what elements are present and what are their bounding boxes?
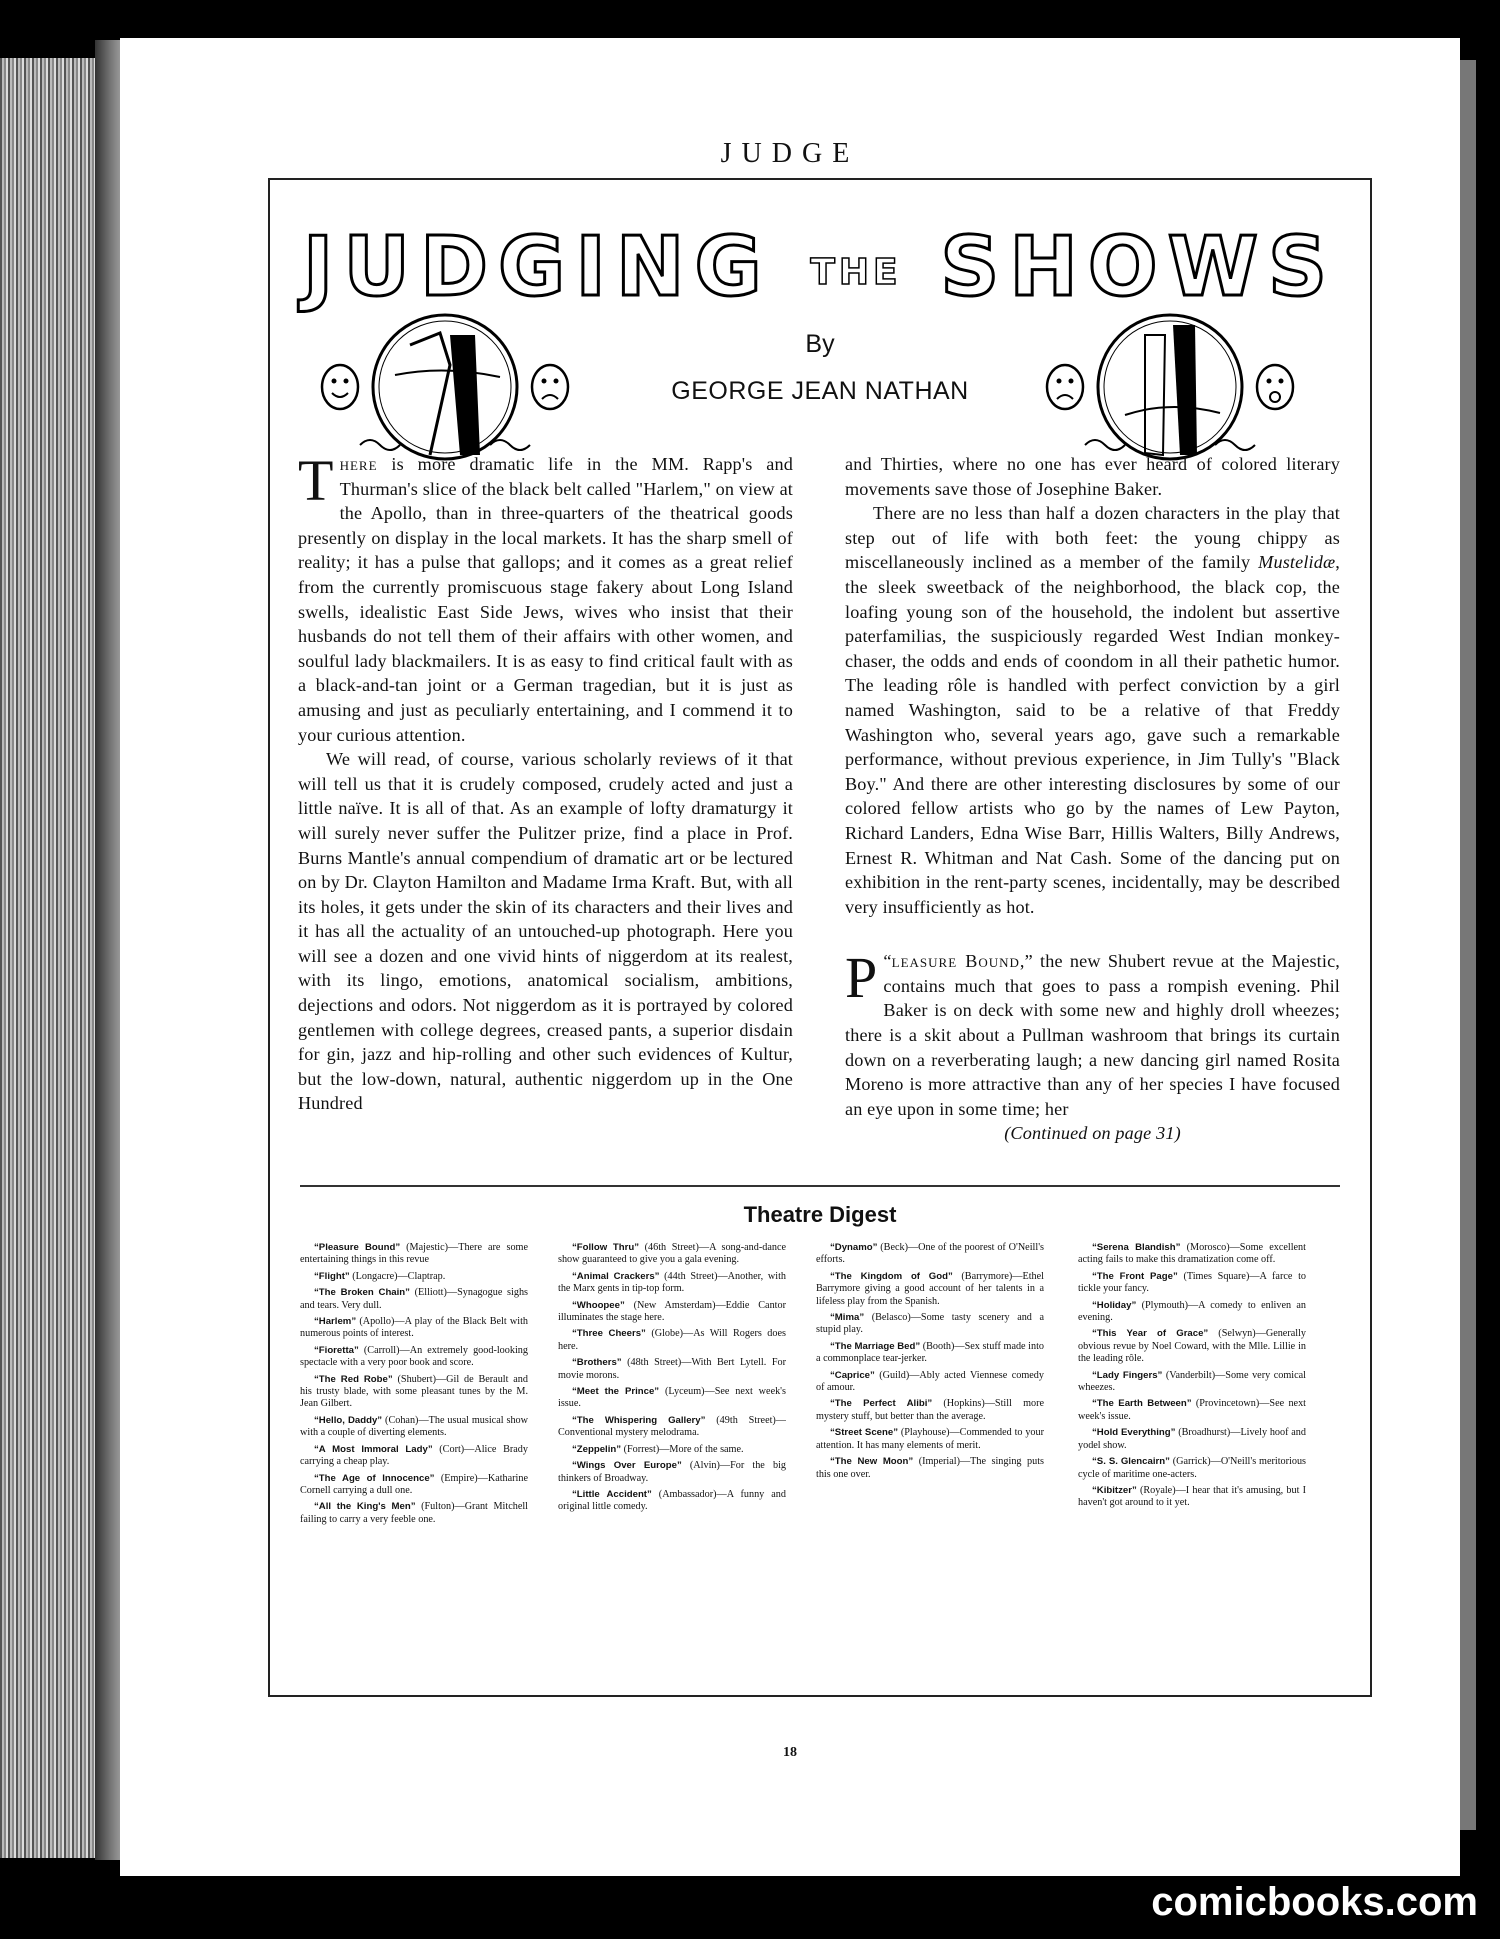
digest-show-note: (46th Street)—A song-and-dance show guaranteed to give you a gala evening. xyxy=(558,1242,786,1266)
digest-show-name: “Dynamo” xyxy=(830,1242,878,1253)
digest-show-note: (Cort)—Alice Brady carrying a cheap play. xyxy=(300,1443,528,1468)
digest-show-name: “Mima” xyxy=(830,1312,865,1324)
article-paragraph: and Thirties, where no one has ever heard of colored literary movements save those of Josephine Baker. xyxy=(845,454,1340,499)
digest-entry xyxy=(300,1374,528,1411)
digest-entry xyxy=(1078,1370,1306,1395)
digest-show-name: “Three Cheers” xyxy=(572,1328,646,1340)
digest-entry xyxy=(558,1242,786,1267)
author-name: GEORGE JEAN NATHAN xyxy=(671,377,969,405)
digest-entry xyxy=(300,1271,528,1283)
digest-entry xyxy=(300,1473,528,1498)
digest-show-name: “The Broken Chain” xyxy=(314,1287,410,1299)
book-page-edges xyxy=(0,58,108,1858)
digest-entry xyxy=(300,1501,528,1526)
article-paragraph: There are no less than half a dozen characters in the play that step out of life with both feet: the young chippy as miscellaneously inclined as a member of the family Mustelidæ, the sleek sweetback of the neighborhood, the black cop, the loafing young son of the household, the indolent but assertive paterfamilias, the suspiciously regarded West Indian monkey-chaser, the odds and ends of coondom in all their pathetic humor. The leading rôle is handled with perfect conviction by a girl named Washington, said to be a relative of that Freddy Washington who, several years ago, gave such a remarkable performance, without previous experience, in Jim Tully's "Black Boy." And there are other interesting disclosures by some of our colored fellow artists who go by the names of Lew Payton, Richard Landers, Edna Wise Barr, Hillis Walters, Billy Andrews, Ernest R. Whitman and Nat Cash. Some of the dancing put on exhibition in the rent-party scenes, incidentally, may be described very insufficiently as hot. xyxy=(845,503,1340,917)
magazine-page xyxy=(120,38,1460,1876)
digest-show-name: “The Age of Innocence” xyxy=(314,1472,435,1484)
digest-show-name: “Fioretta” xyxy=(314,1344,359,1356)
digest-show-note: (Beck)—One of the poorest of O'Neill's efforts. xyxy=(816,1242,1044,1266)
digest-show-name: “The Red Robe” xyxy=(314,1373,393,1385)
digest-show-name: “The Perfect Alibi” xyxy=(830,1398,933,1410)
digest-entry xyxy=(300,1242,528,1267)
digest-entry xyxy=(300,1345,528,1370)
digest-show-note: (Guild)—Ably acted Viennese comedy of amour. xyxy=(816,1369,1044,1394)
digest-show-name: “Serena Blandish” xyxy=(1092,1242,1181,1253)
digest-show-name: “Meet the Prince” xyxy=(572,1386,660,1398)
digest-show-name: “Animal Crackers” xyxy=(572,1270,660,1282)
digest-show-note: (Ambassador)—A funny and original little comedy. xyxy=(558,1488,786,1513)
digest-show-note: (Vanderbilt)—Some very comical wheezes. xyxy=(1078,1369,1306,1394)
digest-entry xyxy=(558,1271,786,1296)
digest-show-name: “Caprice” xyxy=(830,1369,875,1381)
digest-show-note: (Times Square)—A farce to tickle your fancy. xyxy=(1078,1270,1307,1295)
digest-show-note: (Garrick)—O'Neill's meritorious cycle of maritime one-acters. xyxy=(1078,1456,1306,1480)
digest-show-note: (Barrymore)—Ethel Barrymore giving a good account of her talents in a lifeless play from the Spanish. xyxy=(816,1270,1044,1307)
digest-show-name: “Flight” xyxy=(314,1270,350,1282)
article-paragraph: We will read, of course, various scholarly reviews of it that will tell us that it is crudely composed, crudely acted and just a little naïve. It is all of that. As an example of lofty dramaturgy it will surely never suffer the Pulitzer prize, find a place in Prof. Burns Mantle's annual compendium of dramatic art or be lectured on by Dr. Clayton Hamilton and Madame Irma Kraft. But, with all its holes, it gets under the skin of its characters and their lives and it has all the actuality of an untouched-up photograph. Here you will see a dozen and one vivid hints of niggerdom at its realest, with its lingo, emotions, anatomical socialism, ambitions, dejections and odors. Not niggerdom as it is portrayed by colored gentlemen with college degrees, creased pants, a superior disdain for gin, jazz and hip-rolling and other such evidences of Kultur, but the low-down, natural, authentic niggerdom up in the One Hundred xyxy=(298,749,793,1114)
digest-show-note: (Forrest)—More of the same. xyxy=(621,1443,744,1455)
title-shows: SHOWS xyxy=(940,220,1338,315)
digest-show-note: (Broadhurst)—Lively hoof and yodel show. xyxy=(1078,1427,1306,1451)
right-dancer-illustration xyxy=(1025,305,1315,475)
digest-entry xyxy=(816,1271,1044,1308)
digest-entry xyxy=(1078,1398,1306,1423)
digest-show-note: (Provincetown)—See next week's issue. xyxy=(1078,1398,1306,1422)
digest-column-4 xyxy=(1078,1242,1306,1514)
continued-note: (Continued on page 31) xyxy=(1004,1123,1181,1144)
digest-show-note: (Belasco)—Some tasty scenery and a stupid play. xyxy=(816,1312,1044,1336)
digest-entry xyxy=(816,1370,1044,1395)
digest-entry xyxy=(300,1316,528,1341)
digest-column-3 xyxy=(816,1242,1044,1485)
left-dancer-illustration xyxy=(300,305,590,475)
digest-show-name: “Little Accident” xyxy=(572,1488,652,1500)
digest-show-name: “Street Scene” xyxy=(830,1427,898,1439)
digest-entry xyxy=(816,1398,1044,1423)
digest-show-name: “The Kingdom of God” xyxy=(830,1270,953,1282)
digest-show-note: (Globe)—As Will Rogers does here. xyxy=(558,1328,786,1352)
digest-entry xyxy=(1078,1328,1306,1365)
article-column-2 xyxy=(845,452,1340,1146)
digest-show-note: (Playhouse)—Commended to your attention. It has many elements of merit. xyxy=(816,1427,1044,1451)
digest-entry xyxy=(816,1427,1044,1452)
digest-show-note: (Shubert)—Gil de Berault and his trusty blade, with some pleasant tunes by the M. Jean Gilbert. xyxy=(300,1373,528,1410)
digest-entry xyxy=(558,1300,786,1325)
digest-show-name: “The New Moon” xyxy=(830,1456,914,1468)
digest-show-name: “The Front Page” xyxy=(1092,1270,1178,1282)
digest-entry xyxy=(816,1242,1044,1267)
digest-show-note: (Empire)—Katharine Cornell carrying a dull one. xyxy=(300,1472,529,1496)
digest-show-note: (Elliott)—Synagogue sighs and tears. Very dull. xyxy=(300,1287,528,1311)
digest-entry xyxy=(558,1415,786,1440)
digest-show-note: (Apollo)—A play of the Black Belt with numerous points of interest. xyxy=(300,1316,528,1340)
digest-show-note: (Plymouth)—A comedy to enliven an evening. xyxy=(1078,1299,1306,1324)
digest-show-name: “S. S. Glencairn” xyxy=(1092,1456,1170,1468)
digest-entry xyxy=(1078,1456,1306,1481)
digest-entry xyxy=(558,1386,786,1411)
digest-entry xyxy=(816,1456,1044,1481)
digest-entry xyxy=(300,1415,528,1440)
digest-show-note: (New Amsterdam)—Eddie Cantor illuminates the stage here. xyxy=(558,1299,786,1324)
digest-column-2 xyxy=(558,1242,786,1518)
digest-show-note: (44th Street)—Another, with the Marx gents in tip-top form. xyxy=(558,1270,786,1295)
digest-show-name: “Holiday” xyxy=(1092,1299,1137,1311)
digest-show-name: “The Whispering Gallery” xyxy=(572,1414,706,1426)
digest-show-note: (Selwyn)—Generally obvious revue by Noel Coward, with the Mlle. Lillie in the leading rôle. xyxy=(1078,1328,1306,1365)
digest-show-name: “A Most Immoral Lady” xyxy=(314,1443,433,1455)
byline-by: By xyxy=(805,330,835,358)
digest-entry xyxy=(816,1341,1044,1366)
digest-show-name: “Zeppelin” xyxy=(572,1443,622,1455)
digest-show-name: “The Marriage Bed” xyxy=(830,1340,921,1352)
digest-show-name: “This Year of Grace” xyxy=(1092,1328,1209,1340)
digest-show-name: “Brothers” xyxy=(572,1357,622,1369)
watermark: comicbooks.com xyxy=(1151,1880,1478,1924)
digest-show-name: “Pleasure Bound” xyxy=(314,1242,401,1253)
digest-entry xyxy=(1078,1485,1306,1510)
digest-show-note: (Morosco)—Some excellent acting fails to make this dramatization come off. xyxy=(1078,1242,1306,1266)
digest-show-note: (48th Street)—With Bert Lytell. For movie morons. xyxy=(558,1357,786,1381)
digest-show-name: “Kibitzer” xyxy=(1092,1484,1137,1496)
article-paragraph: There is more dramatic life in the MM. Rapp's and Thurman's slice of the black belt called "Harlem," on view at the Apollo, than in three-quarters of the theatrical goods presently on display in the local markets. It has the sharp smell of reality; it has a pulse that gallops; and it comes as a great relief from the currently promiscuous stage fakery about Long Island swells, idealistic East Side Jews, wives who insist that their husbands do not tell them of their affairs with other women, and soulful lady blackmailers. It is as easy to find critical fault with as a black-and-tan joint or a German tragedian, but it is just as amusing and just as peculiarly entertaining, and I commend it to your curious attention. xyxy=(298,448,793,745)
digest-show-note: (Royale)—I hear that it's amusing, but I haven't got around to it yet. xyxy=(1078,1484,1306,1509)
digest-entry xyxy=(1078,1271,1306,1296)
digest-entry xyxy=(1078,1242,1306,1267)
title-judging: JUDGING xyxy=(302,220,772,315)
digest-show-note: (Booth)—Sex stuff made into a commonplace tear-jerker. xyxy=(816,1340,1044,1365)
digest-show-note: (Fulton)—Grant Mitchell failing to carry a very feeble one. xyxy=(300,1501,529,1525)
digest-entry xyxy=(816,1312,1044,1337)
digest-show-name: “Hold Everything” xyxy=(1092,1427,1176,1439)
title-the: THE xyxy=(810,252,902,294)
digest-entry xyxy=(558,1328,786,1353)
page-number: 18 xyxy=(783,1745,797,1760)
drop-cap: T xyxy=(298,448,334,513)
digest-show-note: (Hopkins)—Still more mystery stuff, but better than the average. xyxy=(816,1398,1044,1422)
digest-entry xyxy=(300,1287,528,1312)
article-title xyxy=(270,220,1370,315)
digest-entry xyxy=(1078,1300,1306,1325)
digest-entry xyxy=(300,1444,528,1469)
digest-show-note: (Longacre)—Claptrap. xyxy=(349,1270,446,1282)
digest-show-note: (Carroll)—An extremely good-looking spectacle with a very poor book and score. xyxy=(300,1344,528,1369)
digest-show-name: “Follow Thru” xyxy=(572,1242,640,1253)
digest-show-note: (Alvin)—For the big thinkers of Broadway. xyxy=(558,1460,786,1484)
digest-show-note: (Lyceum)—See next week's issue. xyxy=(558,1386,786,1410)
digest-show-name: “Wings Over Europe” xyxy=(572,1460,682,1472)
article-frame xyxy=(268,178,1372,1697)
section-divider xyxy=(300,1185,1340,1187)
digest-entry xyxy=(558,1444,786,1456)
digest-show-note: (Majestic)—There are some entertaining things in this revue xyxy=(300,1242,528,1266)
digest-show-name: “Hello, Daddy” xyxy=(314,1414,383,1426)
digest-show-name: “Whoopee” xyxy=(572,1299,625,1311)
digest-title: Theatre Digest xyxy=(743,1202,897,1227)
article-column-1 xyxy=(298,448,793,1116)
digest-entry xyxy=(1078,1427,1306,1452)
digest-show-note: (49th Street)—Conventional mystery melodrama. xyxy=(558,1414,786,1439)
digest-show-name: “Lady Fingers” xyxy=(1092,1369,1163,1381)
running-head: JUDGE xyxy=(720,138,860,169)
digest-show-note: (Cohan)—The usual musical show with a couple of diverting elements. xyxy=(300,1414,529,1439)
digest-show-name: “The Earth Between” xyxy=(1092,1398,1192,1410)
article-paragraph: “ P leasure Bound,” the new Shubert revue at the Majestic, contains much that goes to pass a rompish evening. Phil Baker is on deck with some new and highly droll wheezes; there is a skit about a Pullman washroom that brings its curtain down on a reverberating laugh; a new dancing girl named Rosita Moreno is more attractive than any of her species I have focused an eye upon in some time; her xyxy=(845,945,1340,1119)
book-right-edge xyxy=(1460,60,1476,1830)
digest-column-1 xyxy=(300,1242,528,1530)
digest-show-name: “All the King's Men” xyxy=(314,1501,416,1513)
digest-show-name: “Harlem” xyxy=(314,1316,357,1328)
digest-entry xyxy=(558,1357,786,1382)
digest-show-note: (Imperial)—The singing puts this one over. xyxy=(816,1456,1044,1480)
digest-entry xyxy=(558,1489,786,1514)
drop-cap: P xyxy=(845,945,878,1011)
byline xyxy=(650,330,990,406)
digest-entry xyxy=(558,1460,786,1485)
